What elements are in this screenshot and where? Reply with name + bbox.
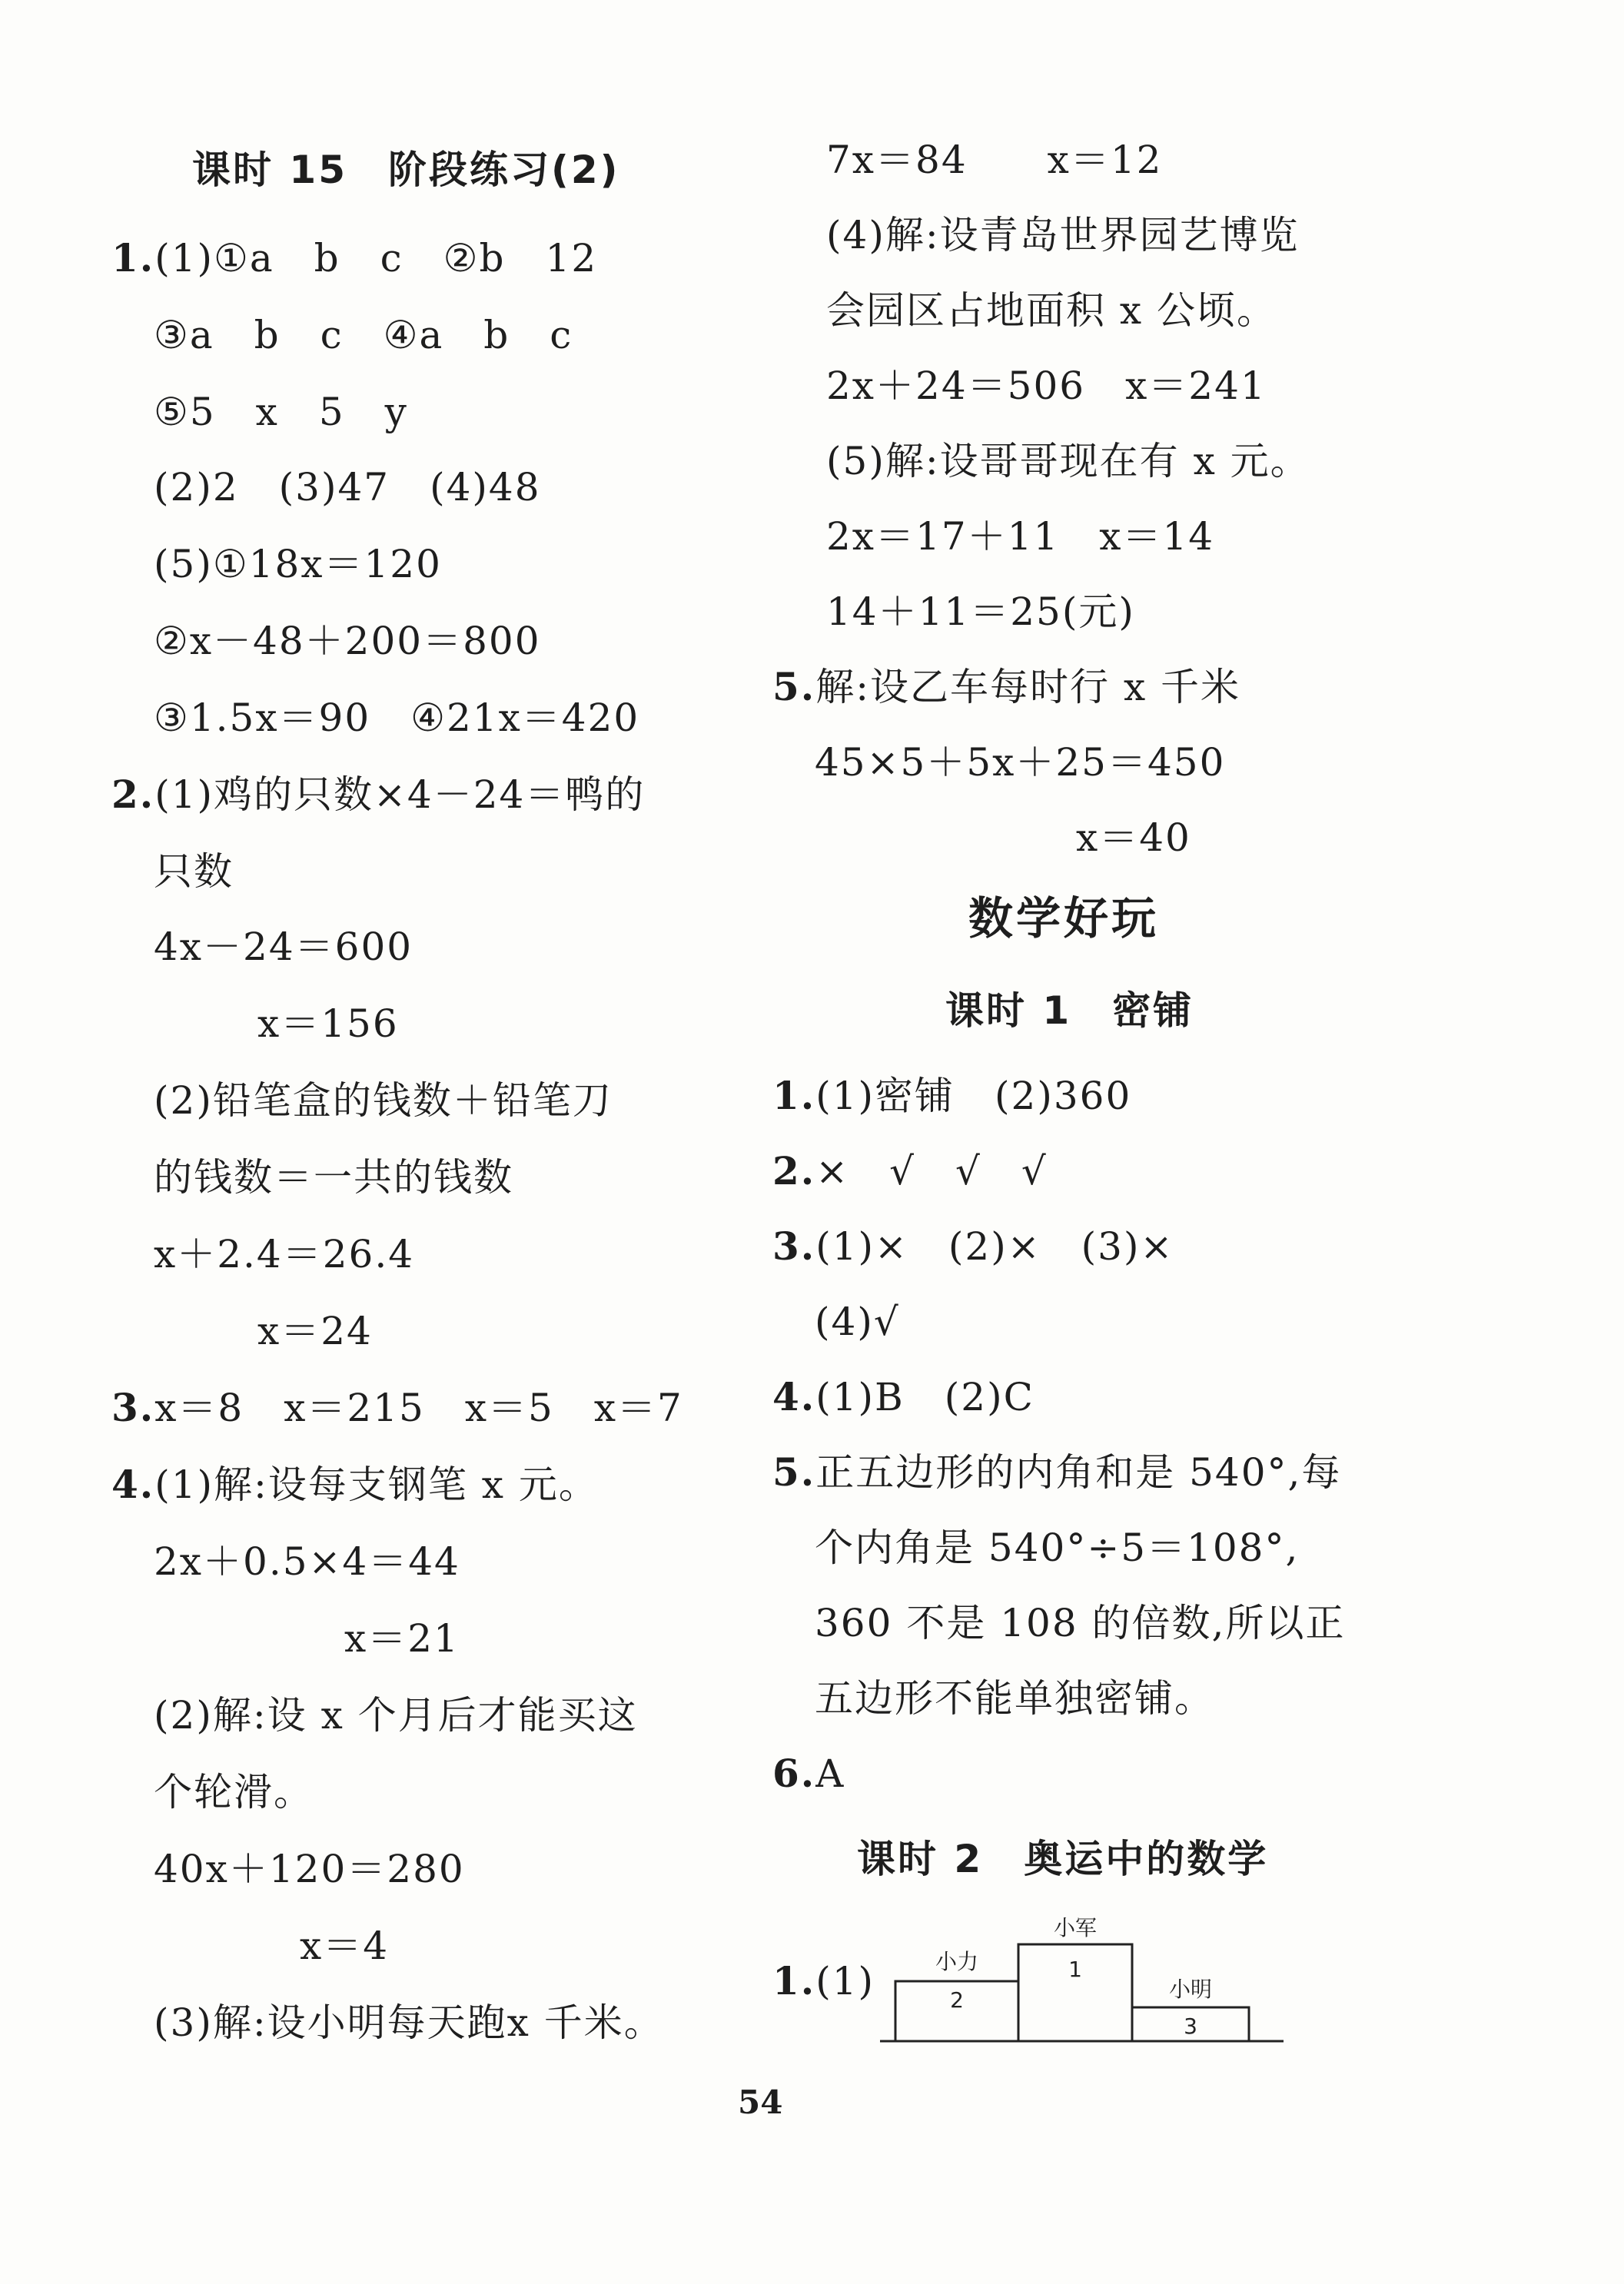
answer-line: 会园区占地面积 x 公顷。: [826, 288, 1277, 333]
answer-line: x＝24: [257, 1309, 373, 1353]
answer-line: (2)2 (3)47 (4)48: [154, 465, 541, 510]
answer-line: x＝4: [300, 1924, 390, 1968]
answer-line: 1.(1): [772, 1958, 875, 2003]
answer-line: ③1.5x＝90 ④21x＝420: [154, 695, 640, 740]
lesson1-heading: 课时 1 密铺: [945, 988, 1194, 1033]
answer-line: 只数: [154, 849, 234, 894]
answer-line: 1.(1)①a b c ②b 12: [111, 235, 598, 281]
answer-line: 14＋11＝25(元): [826, 589, 1135, 634]
answer-line: x＝40: [1076, 815, 1191, 860]
answer-line: x＝21: [344, 1616, 460, 1661]
section-title: 数学好玩: [968, 892, 1160, 944]
answer-line: ②x－48＋200＝800: [154, 619, 541, 663]
lesson2-heading: 课时 2 奥运中的数学: [857, 1837, 1269, 1881]
answer-line: 6.A: [772, 1751, 845, 1796]
answer-line: 3.x＝8 x＝215 x＝5 x＝7: [111, 1385, 683, 1430]
answer-line: (3)解:设小明每天跑x 千米。: [154, 2000, 664, 2045]
answer-line: 4x－24＝600: [154, 925, 413, 969]
podium-right-name: 小明: [1168, 1977, 1213, 2002]
answer-line: ⑤5 x 5 y: [154, 390, 408, 434]
answer-line: (5)①18x＝120: [154, 542, 442, 586]
answer-line: 2.(1)鸡的只数×4－24＝鸭的: [111, 772, 646, 817]
answer-line: 1.(1)密铺 (2)360: [772, 1073, 1132, 1118]
answer-line: (5)解:设哥哥现在有 x 元。: [826, 439, 1310, 483]
answer-line: 个内角是 540°÷5＝108°,: [815, 1525, 1300, 1570]
page-number: 54: [738, 2083, 783, 2121]
podium-center-rank: 1: [1068, 1957, 1082, 1982]
podium-left-name: 小力: [935, 1949, 979, 1974]
podium-center-name: 小军: [1053, 1915, 1098, 1940]
answer-line: 2x＝17＋11 x＝14: [826, 514, 1215, 559]
answer-line: (2)铅笔盒的钱数＋铅笔刀: [154, 1078, 613, 1123]
answer-line: 个轮滑。: [154, 1770, 314, 1814]
answer-line: x＝156: [257, 1001, 399, 1046]
answer-line: ③a b c ④a b c: [154, 313, 573, 357]
answer-line: 40x＋120＝280: [154, 1847, 465, 1891]
answer-line: 的钱数＝一共的钱数: [154, 1155, 513, 1200]
podium-left-rank: 2: [950, 1987, 964, 2013]
answer-line: (4)√: [815, 1300, 900, 1344]
answer-line: 5.解:设乙车每时行 x 千米: [772, 664, 1241, 709]
answer-line: x＋2.4＝26.4: [154, 1232, 415, 1276]
podium-right-rank: 3: [1184, 2013, 1197, 2039]
answer-line: (2)解:设 x 个月后才能买这: [154, 1693, 638, 1738]
answer-line: 360 不是 108 的倍数,所以正: [815, 1601, 1346, 1645]
answer-line: 2x＋24＝506 x＝241: [826, 364, 1267, 408]
answer-line: 4.(1)解:设每支钢笔 x 元。: [111, 1462, 599, 1507]
answer-line: (4)解:设青岛世界园艺博览: [826, 213, 1300, 257]
answer-line: 4.(1)B (2)C: [772, 1374, 1035, 1419]
answer-line: 3.(1)× (2)× (3)×: [772, 1223, 1174, 1269]
lesson15-heading: 课时 15 阶段练习(2): [192, 148, 620, 192]
podium-diagram: [880, 1914, 1287, 2055]
answer-line: 7x＝84 x＝12: [826, 138, 1163, 182]
answer-line: 5.正五边形的内角和是 540°,每: [772, 1449, 1342, 1495]
answer-line: 2.× √ √ √: [772, 1148, 1048, 1193]
answer-line: 45×5＋5x＋25＝450: [815, 740, 1226, 785]
podium-svg: [880, 1914, 1287, 2052]
answer-line: 2x＋0.5×4＝44: [154, 1539, 460, 1584]
answer-line: 五边形不能单独密铺。: [815, 1676, 1214, 1721]
